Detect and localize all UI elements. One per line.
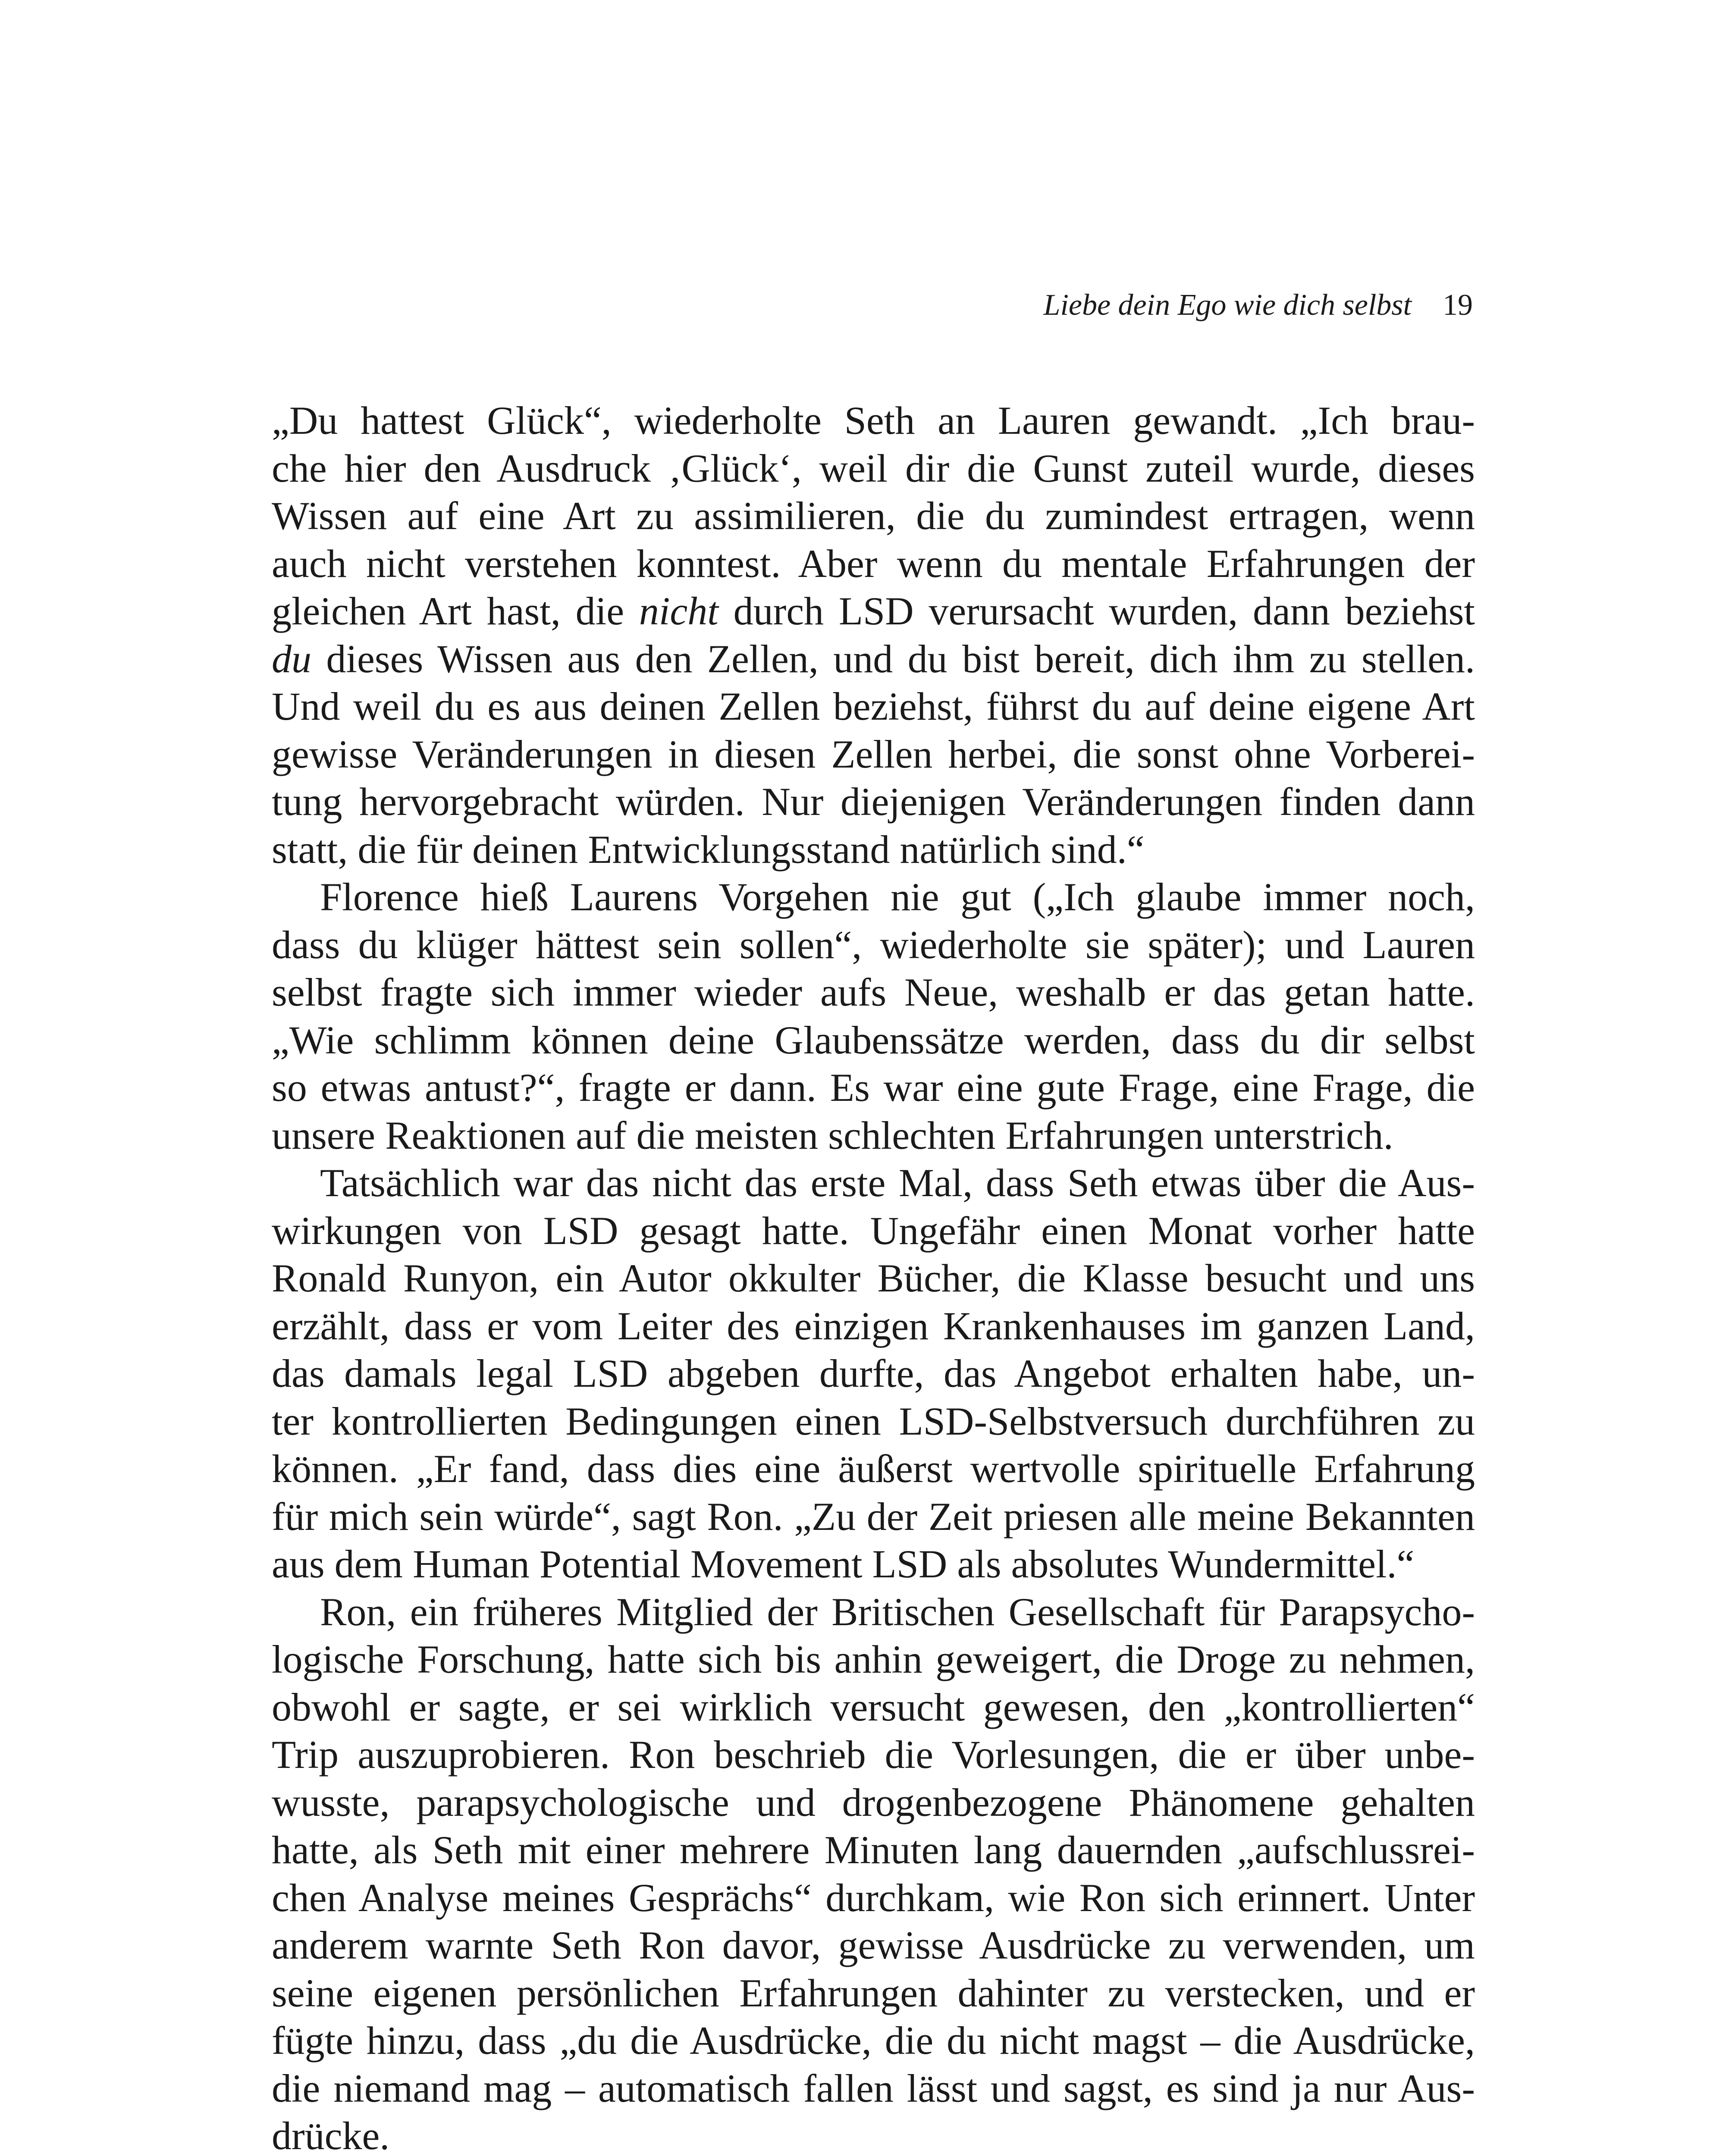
text-line: das damals legal LSD abgeben durfte, das Angebot erhalten habe, un- [272, 1351, 1475, 1395]
text-line: ter kontrollierten Bedingungen einen LSD-Selbstversuch durchführen zu [272, 1399, 1475, 1443]
text-line: Wissen auf eine Art zu assimilieren, die du zumindest ertragen, wenn [272, 494, 1475, 538]
text-line: gewisse Veränderungen in diesen Zellen herbei, die sonst ohne Vorberei- [272, 732, 1475, 776]
text-line: Tatsächlich war das nicht das erste Mal, dass Seth etwas über die Aus- [320, 1161, 1475, 1205]
text-line: anderem warnte Seth Ron davor, gewisse Ausdrücke zu verwenden, um [272, 1923, 1475, 1967]
text-line: obwohl er sagte, er sei wirklich versucht gewesen, den „kontrollierten“ [272, 1685, 1475, 1729]
running-head [1016, 288, 1473, 331]
text-line: statt, die für deinen Entwicklungsstand natürlich sind.“ [272, 827, 1145, 871]
text-line: tung hervorgebracht würden. Nur diejenigen Veränderungen finden dann [272, 780, 1475, 824]
text-line: für mich sein würde“, sagt Ron. „Zu der Zeit priesen alle meine Bekannten [272, 1494, 1475, 1539]
text-line: so etwas antust?“, fragte er dann. Es war eine gute Frage, eine Frage, die [272, 1065, 1475, 1109]
text-line: fügte hinzu, dass „du die Ausdrücke, die du nicht magst – die Ausdrücke, [272, 2018, 1475, 2062]
text-line: wusste, parapsychologische und drogenbezogene Phänomene gehalten [272, 1780, 1475, 1824]
text-line: „Du hattest Glück“, wiederholte Seth an Lauren gewandt. „Ich brau- [272, 398, 1475, 442]
text-line: gleichen Art hast, die nicht durch LSD verursacht wurden, dann beziehst [272, 589, 1475, 633]
text-line: die niemand mag – automatisch fallen lässt und sagst, es sind ja nur Aus- [272, 2066, 1475, 2110]
body-text [272, 397, 1475, 2156]
text-line: che hier den Ausdruck ‚Glück‘, weil dir die Gunst zuteil wurde, dieses [272, 446, 1475, 490]
text-line: erzählt, dass er vom Leiter des einzigen Krankenhauses im ganzen Land, [272, 1304, 1475, 1348]
text-line: auch nicht verstehen konntest. Aber wenn du mentale Erfahrungen der [272, 541, 1475, 586]
text-line: Ron, ein früheres Mitglied der Britischen Gesellschaft für Parapsycho- [320, 1589, 1475, 1634]
text-line: Trip auszuprobieren. Ron beschrieb die Vorlesungen, die er über unbe- [272, 1733, 1475, 1777]
text-line: aus dem Human Potential Movement LSD als absolutes Wundermittel.“ [272, 1542, 1415, 1586]
text-line: dass du klüger hättest sein sollen“, wiederholte sie später); und Lauren [272, 922, 1475, 967]
text-line: selbst fragte sich immer wieder aufs Neue, weshalb er das getan hatte. [272, 970, 1475, 1014]
text-line: „Wie schlimm können deine Glaubenssätze werden, dass du dir selbst [272, 1018, 1475, 1062]
text-line: Ronald Runyon, ein Autor okkulter Bücher, die Klasse besucht und uns [272, 1256, 1475, 1300]
text-line: drücke. [272, 2114, 390, 2156]
text-line: chen Analyse meines Gesprächs“ durchkam, wie Ron sich erinnert. Unter [272, 1875, 1475, 1920]
text-line: unsere Reaktionen auf die meisten schlechten Erfahrungen unterstrich. [272, 1113, 1393, 1157]
emphasis-text: du [272, 636, 311, 681]
text-line: Florence hieß Laurens Vorgehen nie gut („Ich glaube immer noch, [320, 875, 1475, 919]
text-line: logische Forschung, hatte sich bis anhin geweigert, die Droge zu nehmen, [272, 1637, 1475, 1681]
text-line: hatte, als Seth mit einer mehrere Minuten lang dauernden „aufschlussrei- [272, 1828, 1475, 1872]
running-title: Liebe dein Ego wie dich selbst [1043, 288, 1412, 322]
page-number: 19 [1443, 288, 1473, 322]
text-line: können. „Er fand, dass dies eine äußerst wertvolle spirituelle Erfahrung [272, 1447, 1475, 1491]
text-line: seine eigenen persönlichen Erfahrungen dahinter zu verstecken, und er [272, 1971, 1475, 2015]
text-line: du dieses Wissen aus den Zellen, und du bist bereit, dich ihm zu stellen. [272, 636, 1475, 681]
emphasis-text: nicht [639, 589, 719, 633]
text-line: wirkungen von LSD gesagt hatte. Ungefähr einen Monat vorher hatte [272, 1208, 1475, 1253]
text-line: Und weil du es aus deinen Zellen beziehst, führst du auf deine eigene Art [272, 684, 1475, 728]
